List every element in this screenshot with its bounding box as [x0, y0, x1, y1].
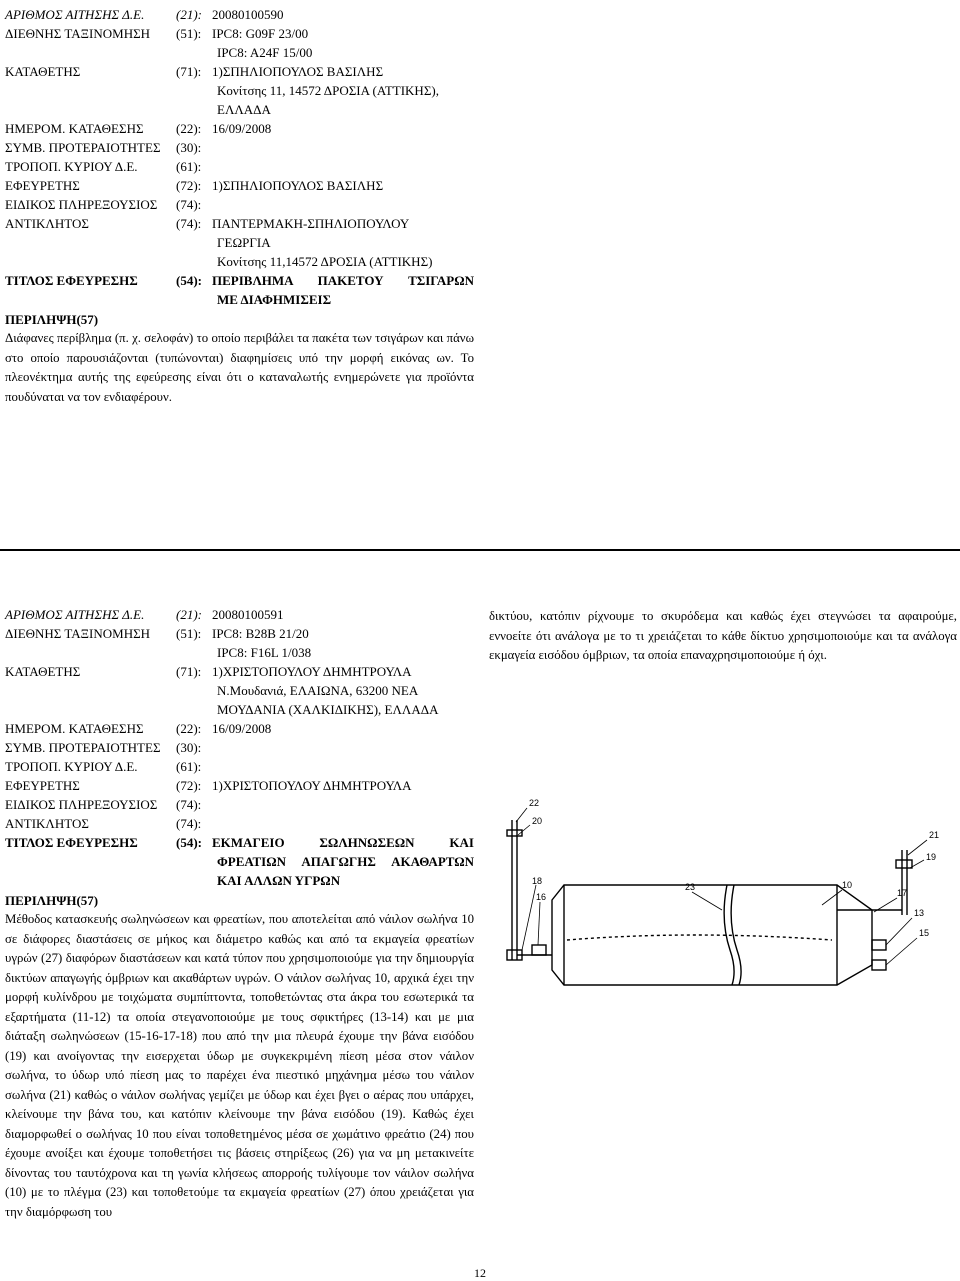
callout-15: 15 — [919, 928, 930, 938]
record-1 — [0, 5, 480, 407]
agent-row — [0, 795, 480, 814]
priority-label: ΣΥΜΒ. ΠΡΟΤΕΡΑΙΟΤΗΤΕΣ — [5, 140, 161, 155]
abstract-heading: ΠΕΡΙΛΗΨΗ(57) — [5, 893, 99, 908]
title-row — [0, 833, 480, 852]
inventor-row — [0, 176, 480, 195]
priority-label: ΣΥΜΒ. ΠΡΟΤΕΡΑΙΟΤΗΤΕΣ — [5, 740, 161, 755]
filing-date-code: (22): — [176, 721, 202, 736]
applicant-row — [0, 62, 480, 81]
applicant-address-1: Ν.Μουδανιά, ΕΛΑΙΩΝΑ, 63200 ΝΕΑ — [217, 683, 419, 698]
ipc-label: ΔΙΕΘΝΗΣ ΤΑΞΙΝΟΜΗΣΗ — [5, 626, 151, 641]
app-number-code: (21): — [176, 7, 202, 22]
representative-value-2: ΓΕΩΡΓΙΑ — [217, 235, 271, 250]
inventor-code: (72): — [176, 778, 202, 793]
amendment-code: (61): — [176, 159, 202, 174]
representative-label: ΑΝΤΙΚΛΗΤΟΣ — [5, 216, 89, 231]
ipc-value-2: IPC8: A24F 15/00 — [217, 45, 313, 60]
representative-address: Κονίτσης 11,14572 ΔΡΟΣΙΑ (ΑΤΤΙΚΗΣ) — [217, 254, 433, 269]
amendment-label: ΤΡΟΠΟΠ. ΚΥΡΙΟΥ Δ.Ε. — [5, 159, 138, 174]
filing-date-label: ΗΜΕΡΟΜ. ΚΑΤΑΘΕΣΗΣ — [5, 721, 144, 736]
supply-pipe — [507, 820, 552, 960]
title-line-2: ΦΡΕΑΤΙΩΝ ΑΠΑΓΩΓΗΣ ΑΚΑΘΑΡΤΩΝ — [217, 854, 474, 869]
ipc-code: (51): — [176, 626, 202, 641]
inventor-label: ΕΦΕΥΡΕΤΗΣ — [5, 778, 80, 793]
ipc-value: IPC8: B28B 21/20 — [212, 626, 309, 641]
filing-date-value: 16/09/2008 — [212, 721, 272, 736]
callout-10: 10 — [842, 880, 853, 890]
callout-21: 21 — [929, 830, 940, 840]
agent-row — [0, 195, 480, 214]
filing-date-row — [0, 119, 480, 138]
inventor-value: 1)ΣΠΗΛΙΟΠΟΥΛΟΣ ΒΑΣΙΛΗΣ — [212, 178, 384, 193]
title-line-1: ΠΕΡΙΒΛΗΜΑ ΠΑΚΕΤΟΥ ΤΣΙΓΑΡΩΝ — [212, 273, 474, 288]
inventor-label: ΕΦΕΥΡΕΤΗΣ — [5, 178, 80, 193]
representative-label: ΑΝΤΙΚΛΗΤΟΣ — [5, 816, 89, 831]
app-number-label: ΑΡΙΘΜΟΣ ΑΙΤΗΣΗΣ Δ.Ε. — [5, 607, 145, 622]
amendment-label: ΤΡΟΠΟΠ. ΚΥΡΙΟΥ Δ.Ε. — [5, 759, 138, 774]
representative-row — [0, 214, 480, 233]
title-code: (54): — [176, 835, 202, 850]
inventor-value: 1)ΧΡΙΣΤΟΠΟΥΛΟΥ ΔΗΜΗΤΡΟΥΛΑ — [212, 778, 412, 793]
amendment-code: (61): — [176, 759, 202, 774]
leader-lines — [516, 808, 930, 965]
filing-date-label: ΗΜΕΡΟΜ. ΚΑΤΑΘΕΣΗΣ — [5, 121, 144, 136]
app-number-value: 20080100590 — [212, 7, 284, 22]
page-number: 12 — [474, 1266, 486, 1280]
abstract-heading: ΠΕΡΙΛΗΨΗ(57) — [5, 312, 99, 327]
title-row — [0, 271, 480, 290]
technical-drawing — [492, 790, 952, 1000]
app-number-row — [0, 5, 480, 24]
ipc-row — [0, 24, 480, 43]
priority-code: (30): — [176, 740, 202, 755]
callout-22: 22 — [529, 798, 540, 808]
filing-date-code: (22): — [176, 121, 202, 136]
applicant-code: (71): — [176, 664, 202, 679]
representative-code: (74): — [176, 216, 202, 231]
record-2 — [0, 605, 480, 1222]
callout-19: 19 — [926, 852, 937, 862]
callout-16: 16 — [536, 892, 547, 902]
applicant-label: ΚΑΤΑΘΕΤΗΣ — [5, 664, 81, 679]
applicant-label: ΚΑΤΑΘΕΤΗΣ — [5, 64, 81, 79]
inventor-code: (72): — [176, 178, 202, 193]
filing-date-row — [0, 719, 480, 738]
representative-code: (74): — [176, 816, 202, 831]
agent-label: ΕΙΔΙΚΟΣ ΠΛΗΡΕΞΟΥΣΙΟΣ — [5, 197, 158, 212]
app-number-row — [0, 605, 480, 624]
ipc-value-2: IPC8: F16L 1/038 — [217, 645, 312, 660]
title-line-3: ΚΑΙ ΑΛΛΩΝ ΥΓΡΩΝ — [217, 873, 341, 888]
ipc-value: IPC8: G09F 23/00 — [212, 26, 309, 41]
pipe-body — [552, 885, 872, 985]
inventor-row — [0, 776, 480, 795]
callout-13: 13 — [914, 908, 925, 918]
callout-18: 18 — [532, 876, 543, 886]
callout-23: 23 — [685, 882, 696, 892]
callout-20: 20 — [532, 816, 543, 826]
amendment-row — [0, 757, 480, 776]
priority-code: (30): — [176, 140, 202, 155]
record-divider — [0, 549, 960, 551]
applicant-row — [0, 662, 480, 681]
abstract-continuation: δικτύου, κατόπιν ρίχνουμε το σκυρόδεμα και καθώς έχει στεγνώσει τα αφαιρούμε, εννοείτε ότι ανάλογα με το τι χρειάζεται το κάθε δίκτυο χρησιμοποιούμε και τα ανάλογα εκμαγεία εισόδου όμβριων, τα οποία επαναχρησιμοποιούμε ή όχι. — [489, 609, 957, 662]
title-label: ΤΙΤΛΟΣ ΕΦΕΥΡΕΣΗΣ — [5, 273, 138, 288]
representative-row — [0, 814, 480, 833]
app-number-code: (21): — [176, 607, 202, 622]
callout-17: 17 — [897, 888, 908, 898]
priority-row — [0, 738, 480, 757]
title-line-1: ΕΚΜΑΓΕΙΟ ΣΩΛΗΝΩΣΕΩΝ ΚΑΙ — [212, 835, 474, 850]
app-number-label: ΑΡΙΘΜΟΣ ΑΙΤΗΣΗΣ Δ.Ε. — [5, 7, 145, 22]
priority-row — [0, 138, 480, 157]
agent-code: (74): — [176, 197, 202, 212]
abstract-text: Μέθοδος κατασκευής σωληνώσεων και φρεατίων, που αποτελείται από νάιλον σωλήνα 10 σε διάφορες διαστάσεις σε μήκος και διάμετρο καθώς και από τα εκμαγεία φρεατίων υγρών (27) διαφόρων διαστάσεων και κατά τύπον που χρησιμοποιούμε για την δημιουργία δικτύων απαγωγής όμβριων και ακαθάρτων υγρών. Ο νάιλον σωλήνας 10, αρχικά έχει την μορφή κυλίνδρου με τοιχώματα συμπίπτοντα, τοποθετώντας στα άκρα του εσωτερικά τα εξαρτήματα (11-12) τα οποία στεγανοποιούμε με τους σφικτήρες (13-14) και με μια διάταξη σωληνώσεων (15-16-17-18) που από την μια πλευρά έχουμε την βάνα εισόδου (19) και ανοίγοντας την εισερχεται ύδωρ με συγκεκριμένη πίεση μέσα στον νάιλον σωλήνα, το ύδωρ υπό πίεση μας το παρέχει ένα πιεστικό μηχάνημα μέσω του νάιλον σωλήνα (21) καθώς ο νάιλον σωλήνας γεμίζει με ύδωρ και έχει βγει ο αέρας που υπάρχει, κλείνουμε την βάνα του, και κατόπιν κλείνουμε την βάνα εισόδου (19). Καθώς έχει διαμορφωθεί ο σωλήνας 10 που είναι τοποθετημένος μέσα σε χωμάτινο φρεάτιο (24) που έχουμε ανοίξει και έχουμε τοποθετήσει τις βάσεις στηρίξεως (26) για να μη μετακινείτε δίνοντας του ταυτόχρονα και τη γωνία κλήσεως απορροής τυλίγουμε τον νάιλον σωλήνα (10) με το πλέγμα (23) και τοποθετούμε τα εκμαγεία φρεατίων (27) όπου χρειάζεται για την διαμόρφωση του — [5, 912, 474, 1219]
applicant-code: (71): — [176, 64, 202, 79]
amendment-row — [0, 157, 480, 176]
ipc-row — [0, 624, 480, 643]
callout-labels — [529, 798, 939, 938]
app-number-value: 20080100591 — [212, 607, 284, 622]
ipc-label: ΔΙΕΘΝΗΣ ΤΑΞΙΝΟΜΗΣΗ — [5, 26, 151, 41]
title-label: ΤΙΤΛΟΣ ΕΦΕΥΡΕΣΗΣ — [5, 835, 138, 850]
applicant-address-2: ΜΟΥΔΑΝΙΑ (ΧΑΛΚΙΔΙΚΗΣ), ΕΛΛΑΔΑ — [217, 702, 439, 717]
applicant-address-2: ΕΛΛΑΔΑ — [217, 102, 271, 117]
applicant-address-1: Κονίτσης 11, 14572 ΔΡΟΣΙΑ (ΑΤΤΙΚΗΣ), — [217, 83, 439, 98]
abstract-text: Διάφανες περίβλημα (π. χ. σελοφάν) το οποίο περιβάλει τα πακέτα των τσιγάρων και πάνω στο οποίο παρουσιάζονται (τυπώνονται) διαφημίσεις υπό την μορφή εικόνας ων. Το πλεονέκτημα αυτής της εφεύρεσης είναι ότι ο καταναλωτής ενημερώνετε για προϊόντα πουδύναται να τον ενδιαφέρουν. — [5, 331, 474, 404]
applicant-value: 1)ΣΠΗΛΙΟΠΟΥΛΟΣ ΒΑΣΙΛΗΣ — [212, 64, 384, 79]
agent-code: (74): — [176, 797, 202, 812]
agent-label: ΕΙΔΙΚΟΣ ΠΛΗΡΕΞΟΥΣΙΟΣ — [5, 797, 158, 812]
title-line-2: ΜΕ ΔΙΑΦΗΜΙΣΕΙΣ — [217, 292, 332, 307]
filing-date-value: 16/09/2008 — [212, 121, 272, 136]
ipc-code: (51): — [176, 26, 202, 41]
title-code: (54): — [176, 273, 202, 288]
applicant-value: 1)ΧΡΙΣΤΟΠΟΥΛΟΥ ΔΗΜΗΤΡΟΥΛΑ — [212, 664, 412, 679]
representative-value: ΠΑΝΤΕΡΜΑΚΗ-ΣΠΗΛΙΟΠΟΥΛΟΥ — [212, 216, 410, 231]
